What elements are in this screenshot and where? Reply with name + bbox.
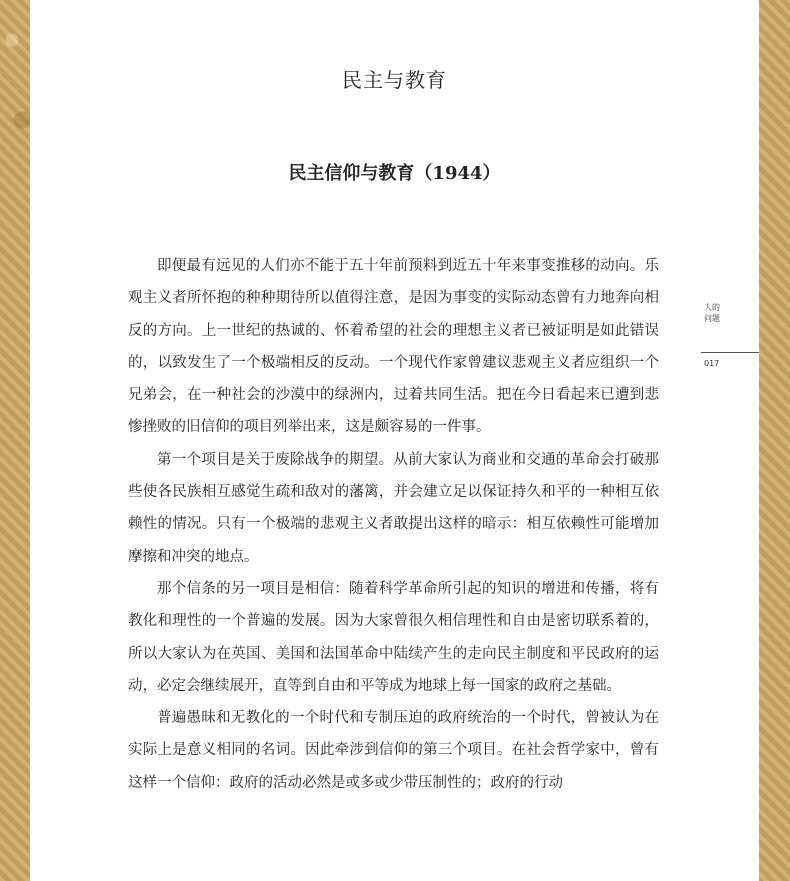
running-head-divider <box>701 352 759 353</box>
book-page <box>30 0 759 881</box>
chapter-title: 民主与教育 <box>342 68 447 92</box>
section-title: 民主信仰与教育（1944） <box>288 163 501 184</box>
paragraph: 第一个项目是关于废除战争的期望。从前大家认为商业和交通的革命会打破那些使各民族相互感觉生疏和敌对的藩篱，并会建立足以保证持久和平的一种相互依赖性的情况。只有一个极端的悲观主义者敢提出这样的暗示：相互依赖性可能增加摩擦和冲突的地点。 <box>128 451 659 565</box>
paragraph: 即便最有远见的人们亦不能于五十年前预料到近五十年来事变推移的动向。乐观主义者所怀抱的种种期待所以值得注意，是因为事变的实际动态曾有力地奔向相反的方向。上一世纪的热诚的、怀着希望的社会的理想主义者已被证明是如此错误的，以致发生了一个极端相反的反动。一个现代作家曾建议悲观主义者应组织一个兄弟会，在一种社会的沙漠中的绿洲内，过着共同生活。把在今日看起来已遭到悲惨挫败的旧信仰的项目列举出来，这是颇容易的一件事。 <box>128 258 659 436</box>
body-text <box>128 250 659 799</box>
running-head-book-title: 人的问题 <box>704 303 720 323</box>
paragraph: 普遍愚昧和无教化的一个时代和专制压迫的政府统治的一个时代，曾被认为在实际上是意义相同的名词。因此牵涉到信仰的第三个项目。在社会哲学家中，曾有这样一个信仰：政府的活动必然是或多或少带压制性的；政府的行动 <box>128 710 659 791</box>
page-number: 017 <box>704 359 720 368</box>
paragraph: 那个信条的另一项目是相信：随着科学革命所引起的知识的增进和传播，将有教化和理性的一个普遍的发展。因为大家曾很久相信理性和自由是密切联系着的，所以大家认为在英国、美国和法国革命中陆续产生的走向民主制度和平民政府的运动，必定会继续展开，直等到自由和平等成为地球上每一国家的政府之基础。 <box>128 580 659 694</box>
